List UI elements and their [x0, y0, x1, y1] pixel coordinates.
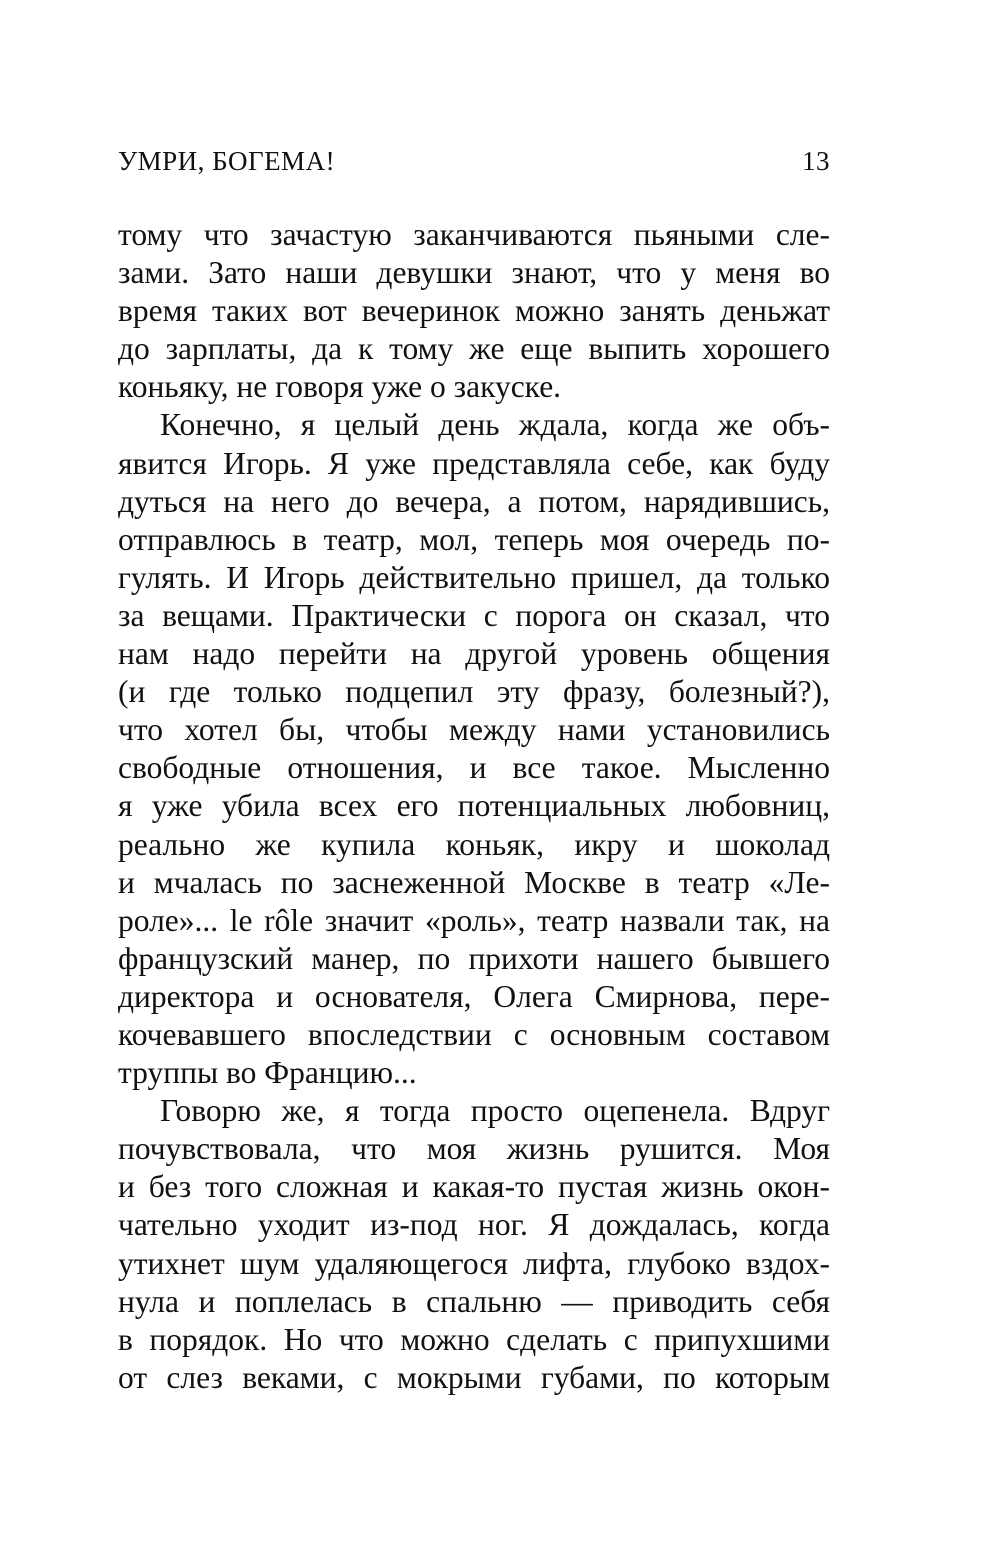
- paragraph: [118, 406, 830, 1092]
- text-line: и мчалась по заснеженной Москве в театр «Ле-: [118, 864, 830, 900]
- text-line: до зарплаты, да к тому же еще выпить хорошего: [118, 331, 830, 367]
- text-line: труппы во Францию...: [118, 1055, 417, 1091]
- text-line: роле»... le rôle значит «роль», театр назвали так, на: [118, 902, 830, 938]
- text-line: кочевавшего впоследствии с основным составом: [118, 1016, 830, 1052]
- text-line: Говорю же, я тогда просто оцепенела. Вдруг: [160, 1093, 830, 1129]
- text-line: нам надо перейти на другой уровень общения: [118, 636, 830, 672]
- text-line: свободные отношения, и все такое. Мысленно: [118, 750, 830, 786]
- text-line: (и где только подцепил эту фразу, болезный?),: [118, 674, 830, 710]
- text-line: французский манер, по прихоти нашего бывшего: [118, 940, 830, 976]
- text-line: в порядок. Но что можно сделать с припухшими: [118, 1321, 830, 1357]
- text-line: Конечно, я целый день ждала, когда же объ-: [160, 407, 830, 443]
- running-title: УМРИ, БОГЕМА!: [118, 146, 336, 176]
- text-line: отправлюсь в театр, мол, теперь моя очередь по-: [118, 521, 830, 557]
- text-line: реально же купила коньяк, икру и шоколад: [118, 826, 830, 862]
- running-head: [118, 146, 830, 186]
- paragraph: [118, 216, 830, 406]
- text-line: нула и поплелась в спальню — приводить себя: [118, 1283, 830, 1319]
- text-line: явится Игорь. Я уже представляла себе, как буду: [118, 445, 830, 481]
- text-line: я уже убила всех его потенциальных любовниц,: [118, 788, 830, 824]
- text-line: чательно уходит из-под ног. Я дождалась, когда: [118, 1207, 830, 1243]
- text-line: почувствовала, что моя жизнь рушится. Моя: [118, 1131, 830, 1167]
- text-line: гулять. И Игорь действительно пришел, да только: [118, 559, 830, 595]
- text-line: и без того сложная и какая-то пустая жизнь окон-: [118, 1169, 830, 1205]
- text-line: что хотел бы, чтобы между нами установились: [118, 712, 830, 748]
- text-line: время таких вот вечеринок можно занять деньжат: [118, 293, 830, 329]
- text-line: за вещами. Практически с порога он сказал, что: [118, 597, 830, 633]
- text-line: тому что зачастую заканчиваются пьяными сле-: [118, 217, 830, 252]
- page-number: 13: [802, 146, 830, 176]
- text-line: дуться на него до вечера, а потом, нарядившись,: [118, 483, 830, 519]
- text-line: зами. Зато наши девушки знают, что у меня во: [118, 255, 830, 291]
- text-line: коньяку, не говоря уже о закуске.: [118, 369, 562, 405]
- body-text: [118, 216, 830, 1397]
- text-line: от слез веками, с мокрыми губами, по которым: [118, 1359, 830, 1395]
- text-line: утихнет шум удаляющегося лифта, глубоко вздох-: [118, 1245, 830, 1281]
- text-line: директора и основателя, Олега Смирнова, пере-: [118, 978, 830, 1014]
- paragraph: [118, 1092, 830, 1397]
